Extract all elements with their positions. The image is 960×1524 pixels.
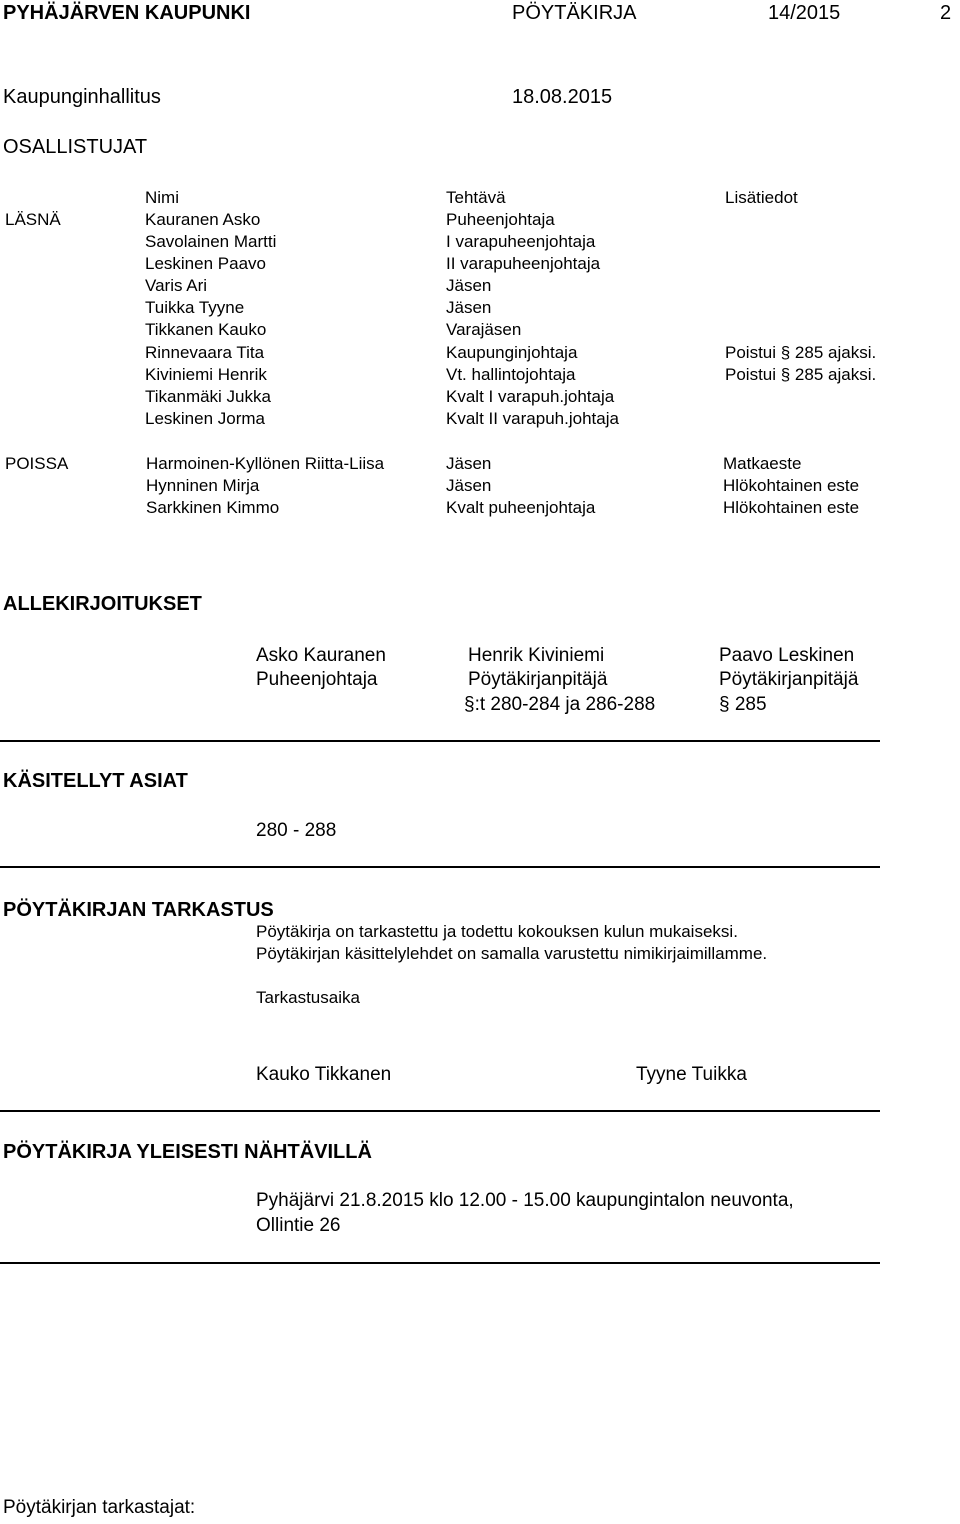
present-row xyxy=(0,387,960,409)
present-label: LÄSNÄ xyxy=(5,210,61,229)
col-header-info: Lisätiedot xyxy=(725,188,798,207)
participant-role: Kvalt I varapuh.johtaja xyxy=(446,387,615,406)
participants-title: OSALLISTUJAT xyxy=(3,136,148,158)
reviewer-name: Kauko Tikkanen xyxy=(256,1064,392,1085)
review-text-line1: Pöytäkirja on tarkastettu ja todettu kokouksen kulun mukaiseksi. xyxy=(256,922,738,941)
participant-role: Kvalt II varapuh.johtaja xyxy=(446,409,619,428)
participant-role: Vt. hallintojohtaja xyxy=(446,365,576,384)
participant-info: Hlökohtainen este xyxy=(723,498,860,517)
participant-name: Tikanmäki Jukka xyxy=(145,387,271,406)
review-title: PÖYTÄKIRJAN TARKASTUS xyxy=(3,899,274,921)
participant-info: Poistui § 285 ajaksi. xyxy=(725,365,877,384)
participant-info: Poistui § 285 ajaksi. xyxy=(725,343,877,362)
absent-label: POISSA xyxy=(5,454,69,473)
present-row xyxy=(0,298,960,320)
present-row xyxy=(0,276,960,298)
public-display-line1: Pyhäjärvi 21.8.2015 klo 12.00 - 15.00 kaupungintalon neuvonta, xyxy=(256,1190,794,1211)
participant-role: Jäsen xyxy=(446,298,492,317)
signer-role: Pöytäkirjanpitäjä xyxy=(468,669,608,690)
meeting-body: Kaupunginhallitus xyxy=(3,86,161,108)
organization-name: PYHÄJÄRVEN KAUPUNKI xyxy=(3,2,251,24)
participant-name: Hynninen Mirja xyxy=(146,476,260,495)
review-text-line2: Pöytäkirjan käsittelylehdet on samalla varustettu nimikirjaimillamme. xyxy=(256,944,768,963)
signer-role: Puheenjohtaja xyxy=(256,669,378,690)
participants-header-row xyxy=(0,188,960,210)
signer-note: §:t 280-284 ja 286-288 xyxy=(464,694,656,715)
absent-row xyxy=(0,476,960,498)
absent-row xyxy=(0,454,960,476)
signer-role: Pöytäkirjanpitäjä xyxy=(719,669,859,690)
present-row xyxy=(0,320,960,342)
participant-name: Tikkanen Kauko xyxy=(145,320,267,339)
signer-name: Henrik Kiviniemi xyxy=(468,645,605,666)
page-number: 2 xyxy=(940,2,952,24)
review-time-label: Tarkastusaika xyxy=(256,988,360,1007)
participant-name: Varis Ari xyxy=(145,276,208,295)
participant-name: Kiviniemi Henrik xyxy=(145,365,267,384)
footer-reviewers-label: Pöytäkirjan tarkastajat: xyxy=(3,1497,196,1518)
participant-role: Jäsen xyxy=(446,454,492,473)
participant-role: Varajäsen xyxy=(446,320,522,339)
participant-role: II varapuheenjohtaja xyxy=(446,254,601,273)
section-divider xyxy=(0,1110,880,1112)
participant-name: Sarkkinen Kimmo xyxy=(146,498,280,517)
col-header-name: Nimi xyxy=(145,188,179,207)
participant-role: I varapuheenjohtaja xyxy=(446,232,596,251)
participant-name: Savolainen Martti xyxy=(145,232,277,251)
reviewer-name: Tyyne Tuikka xyxy=(636,1064,747,1085)
present-row xyxy=(0,409,960,431)
participant-name: Tuikka Tyyne xyxy=(145,298,245,317)
participant-info: Matkaeste xyxy=(723,454,802,473)
present-row xyxy=(0,365,960,387)
participant-name: Harmoinen-Kyllönen Riitta-Liisa xyxy=(146,454,385,473)
section-divider xyxy=(0,866,880,868)
participant-role: Kvalt puheenjohtaja xyxy=(446,498,596,517)
signer-note: § 285 xyxy=(719,694,767,715)
document-type: PÖYTÄKIRJA xyxy=(512,2,637,24)
present-row xyxy=(0,254,960,276)
section-divider xyxy=(0,1262,880,1264)
participant-role: Jäsen xyxy=(446,476,492,495)
signer-name: Asko Kauranen xyxy=(256,645,386,666)
document-number: 14/2015 xyxy=(768,2,841,24)
items-range: 280 - 288 xyxy=(256,820,337,841)
participant-role: Jäsen xyxy=(446,276,492,295)
signer-name: Paavo Leskinen xyxy=(719,645,855,666)
participant-name: Rinnevaara Tita xyxy=(145,343,265,362)
present-row xyxy=(0,210,960,232)
public-display-title: PÖYTÄKIRJA YLEISESTI NÄHTÄVILLÄ xyxy=(3,1141,372,1163)
col-header-role: Tehtävä xyxy=(446,188,506,207)
participant-role: Kaupunginjohtaja xyxy=(446,343,578,362)
items-title: KÄSITELLYT ASIAT xyxy=(3,770,188,792)
participant-name: Leskinen Jorma xyxy=(145,409,266,428)
public-display-line2: Ollintie 26 xyxy=(256,1215,341,1236)
participant-name: Leskinen Paavo xyxy=(145,254,266,273)
present-row xyxy=(0,232,960,254)
absent-row xyxy=(0,498,960,520)
participant-name: Kauranen Asko xyxy=(145,210,261,229)
signatures-title: ALLEKIRJOITUKSET xyxy=(3,593,202,615)
section-divider xyxy=(0,740,880,742)
participant-info: Hlökohtainen este xyxy=(723,476,860,495)
meeting-date: 18.08.2015 xyxy=(512,86,613,108)
participant-role: Puheenjohtaja xyxy=(446,210,555,229)
present-row xyxy=(0,343,960,365)
